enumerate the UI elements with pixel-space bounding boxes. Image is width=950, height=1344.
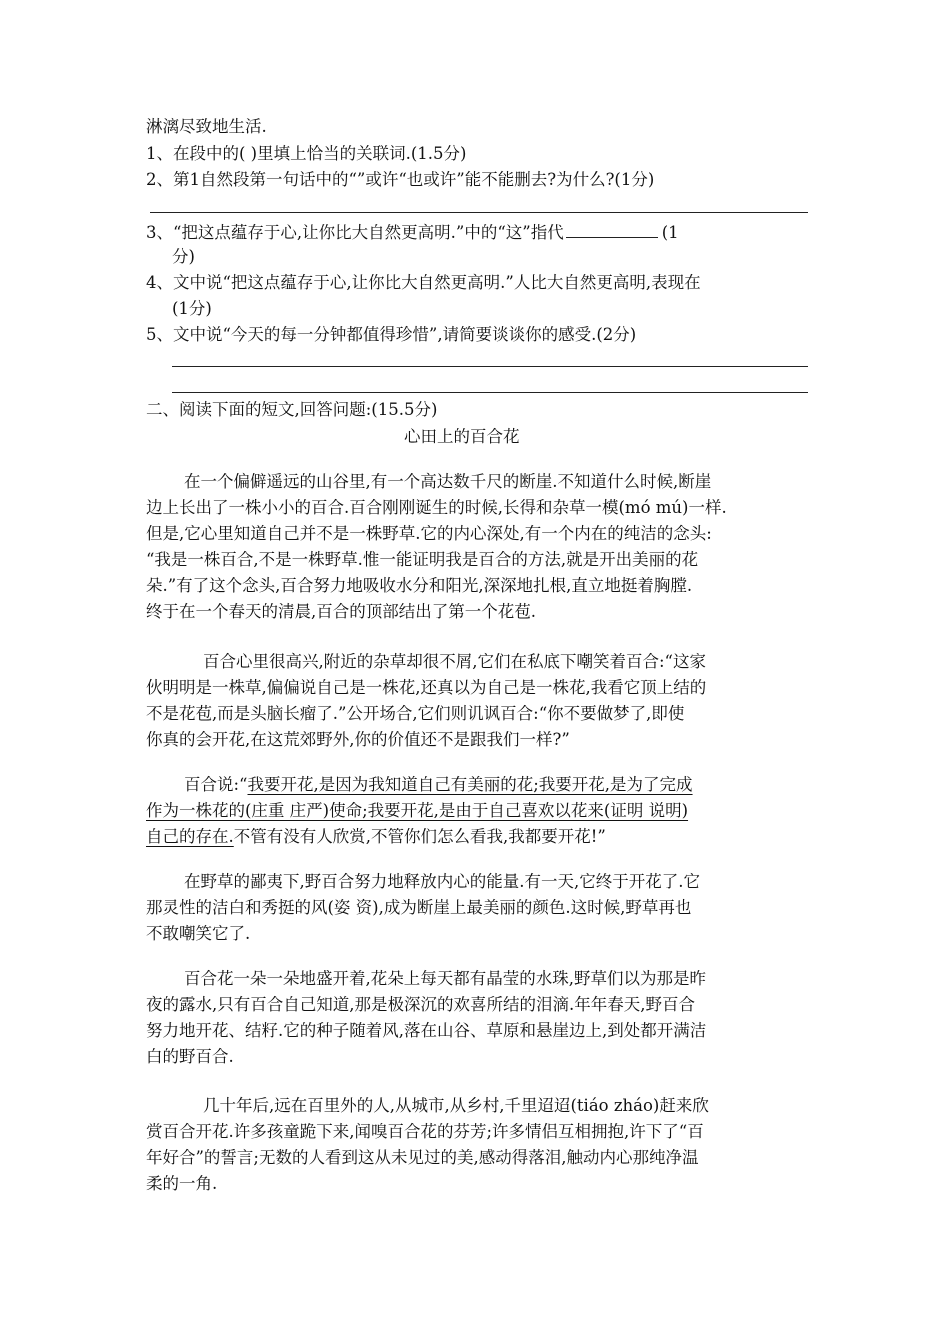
paragraph-4-line: 不敢嘲笑它了. (146, 924, 251, 943)
paragraph-1-line: 边上长出了一株小小的百合.百合刚刚诞生的时候,长得和杂草一模(mó mú)一样. (146, 498, 727, 517)
paragraph-3-line (184, 777, 693, 794)
question-5: 5、文中说“今天的每一分钟都值得珍惜”,请简要谈谈你的感受.(2分) (146, 325, 637, 344)
question-4: 4、文中说“把这点蕴存于心,让你比大自然更高明.”人比大自然更高明,表现在 (146, 273, 701, 292)
paragraph-1-line: “我是一株百合,不是一株野草.惟一能证明我是百合的方法,就是开出美丽的花 (146, 550, 699, 569)
paragraph-2-line: 不是花苞,而是头脑长瘤了.”公开场合,它们则讥讽百合:“你不要做梦了,即使 (146, 704, 685, 723)
paragraph-3-text: 不管有没有人欣赏,不管你们怎么看我,我都要开花!” (233, 827, 606, 846)
paragraph-5-line: 百合花一朵一朵地盛开着,花朵上每天都有晶莹的水珠,野草们以为那是昨 (184, 969, 706, 988)
question-3-text: 3、“把这点蕴存于心,让你比大自然更高明.”中的“这”指代 (146, 223, 564, 242)
question-3 (146, 223, 679, 242)
paragraph-2-line: 伙明明是一株草,偏偏说自己是一株花,还真以为自己是一株花,我看它顶上结的 (146, 678, 707, 697)
paragraph-1-line: 在一个偏僻遥远的山谷里,有一个高达数千尺的断崖.不知道什么时候,断崖 (184, 472, 712, 491)
question-3-cont: 分) (172, 247, 195, 266)
paragraph-1-line: 但是,它心里知道自己并不是一株野草.它的内心深处,有一个内在的纯洁的念头: (146, 524, 712, 543)
paragraph-5-line: 努力地开花、结籽.它的种子随着风,落在山谷、草原和悬崖边上,到处都开满洁 (146, 1021, 707, 1040)
paragraph-6-line: 柔的一角. (146, 1174, 218, 1193)
underlined-sentence: 我要开花,是因为我知道自己有美丽的花;我要开花,是为了完成 (247, 775, 693, 794)
paragraph-4-line: 在野草的鄙夷下,野百合努力地释放内心的能量.有一天,它终于开花了.它 (184, 872, 700, 891)
paragraph-1-line: 终于在一个春天的清晨,百合的顶部结出了第一个花苞. (146, 602, 536, 621)
question-3-score: (1 (661, 223, 679, 242)
paragraph-5-line: 夜的露水,只有百合自己知道,那是极深沉的欢喜所结的泪滴.年年春天,野百合 (146, 995, 695, 1014)
paragraph-4-line: 那灵性的洁白和秀挺的风(姿 资),成为断崖上最美丽的颜色.这时候,野草再也 (146, 898, 692, 917)
answer-line (172, 392, 808, 393)
underlined-sentence: 自己的存在. (146, 827, 234, 846)
paragraph-6-line: 年好合”的誓言;无数的人看到这从未见过的美,感动得落泪,触动内心那纯净温 (146, 1148, 699, 1167)
answer-line (150, 212, 808, 213)
paragraph-3-text: 百合说:“ (184, 775, 248, 794)
question-2: 2、第1自然段第一句话中的“”或许“也或许”能不能删去?为什么?(1分) (146, 170, 655, 189)
underlined-sentence: 作为一株花的(庄重 庄严)使命;我要开花,是由于自己喜欢以花来(证明 说明) (146, 801, 689, 820)
section-2-heading: 二、阅读下面的短文,回答问题:(15.5分) (146, 400, 438, 419)
paragraph-2-line: 百合心里很高兴,附近的杂草却很不屑,它们在私底下嘲笑着百合:“这家 (203, 652, 706, 671)
paragraph-1-line: 朵.”有了这个念头,百合努力地吸收水分和阳光,深深地扎根,直立地挺着胸膛. (146, 576, 693, 595)
answer-blank (566, 223, 658, 238)
paragraph-5-line: 白的野百合. (146, 1047, 234, 1066)
answer-line (172, 366, 808, 367)
part1-tail-text: 淋漓尽致地生活. (146, 117, 267, 136)
paragraph-6-line: 赏百合开花.许多孩童跪下来,闻嗅百合花的芬芳;许多情侣互相拥抱,许下了“百 (146, 1122, 704, 1141)
paragraph-3-line (146, 829, 606, 846)
paragraph-6-line: 几十年后,远在百里外的人,从城市,从乡村,千里迢迢(tiáo zháo)赶来欣 (203, 1096, 709, 1115)
story-title: 心田上的百合花 (404, 427, 520, 446)
question-1: 1、在段中的( )里填上恰当的关联词.(1.5分) (146, 144, 467, 163)
paragraph-2-line: 你真的会开花,在这荒郊野外,你的价值还不是跟我们一样?” (146, 730, 570, 749)
question-4-cont: (1分) (172, 299, 212, 318)
